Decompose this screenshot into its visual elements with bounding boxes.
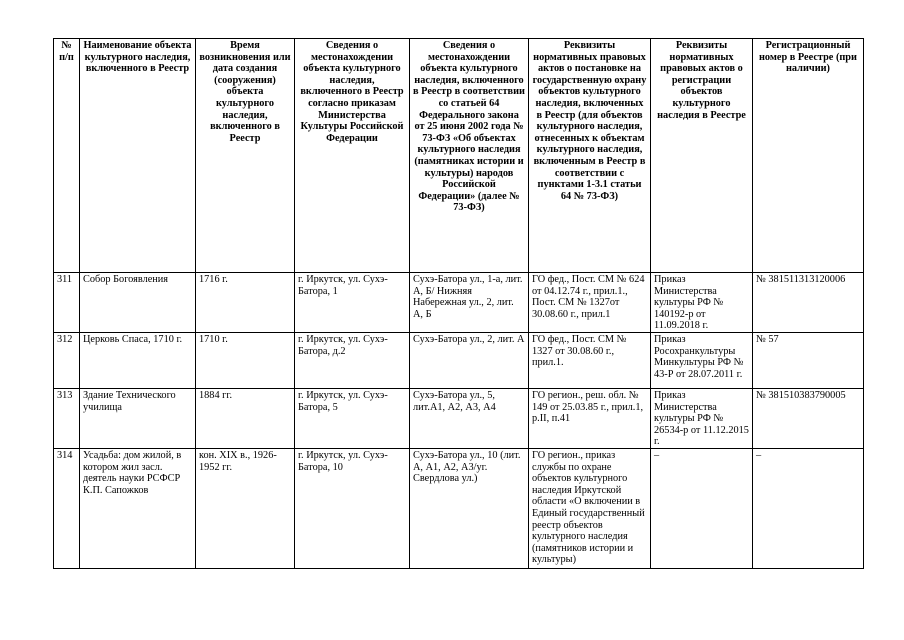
cell-registry-number: № 381510383790005: [753, 388, 864, 448]
cell-name: Собор Богоявления: [80, 273, 196, 333]
cell-number: 312: [54, 332, 80, 388]
cell-name: Усадьба: дом жилой, в котором жил засл. деятель науки РСФСР К.П. Сапожков: [80, 448, 196, 568]
header-location-law: Сведения о местонахождении объекта культурного наследия, включенного в Реестр в соответствии со статьей 64 Федерального закона от 25 июня 2002 года № 73-ФЗ «Об объектах культурного наследия (памятниках истории и культуры) народов Российской Федерации» (далее № 73-ФЗ): [410, 39, 529, 273]
cell-number: 314: [54, 448, 80, 568]
cell-number: 311: [54, 273, 80, 333]
header-registration-acts: Реквизиты нормативных правовых актов о регистрации объектов культурного наследия в Реестре: [651, 39, 753, 273]
cell-protection-acts: ГО фед., Пост. СМ № 1327 от 30.08.60 г., прил.1.: [529, 332, 651, 388]
header-location-order: Сведения о местонахождении объекта культурного наследия, включенного в Реестр согласно приказам Министерства Культуры Российской Федерации: [295, 39, 410, 273]
cell-location-law: Сухэ-Батора ул., 5, лит.А1, А2, А3, А4: [410, 388, 529, 448]
cell-registry-number: № 381511313120006: [753, 273, 864, 333]
header-registry-number: Регистрационный номер в Реестре (при наличии): [753, 39, 864, 273]
cell-registration-acts: –: [651, 448, 753, 568]
cell-location-order: г. Иркутск, ул. Сухэ-Батора, д.2: [295, 332, 410, 388]
document-page: [53, 38, 863, 569]
cell-protection-acts: ГО регион., приказ службы по охране объектов культурного наследия Иркутской области «О включении в Единый государственный реестр объектов культурного наследия (памятников истории и культуры): [529, 448, 651, 568]
cell-protection-acts: ГО регион., реш. обл. № 149 от 25.03.85 г., прил.1, р.II, п.41: [529, 388, 651, 448]
cell-location-law: Сухэ-Батора ул., 2, лит. А: [410, 332, 529, 388]
table-row: [54, 332, 864, 388]
cell-number: 313: [54, 388, 80, 448]
cell-registration-acts: Приказ Министерства культуры РФ № 140192-р от 11.09.2018 г.: [651, 273, 753, 333]
table-row: [54, 388, 864, 448]
cell-location-order: г. Иркутск, ул. Сухэ-Батора, 5: [295, 388, 410, 448]
header-number: № п/п: [54, 39, 80, 273]
header-protection-acts: Реквизиты нормативных правовых актов о постановке на государственную охрану объектов культурного наследия, включенных в Реестр (для объектов культурного наследия, отнесенных к объектам культурного наследия, включенным в Реестр в соответствии с пунктами 1-3.1 статьи 64 № 73-ФЗ): [529, 39, 651, 273]
cell-registration-acts: Приказ Росохранкультуры Минкультуры РФ № 43-Р от 28.07.2011 г.: [651, 332, 753, 388]
cell-date: 1716 г.: [196, 273, 295, 333]
cell-registry-number: № 57: [753, 332, 864, 388]
cell-location-order: г. Иркутск, ул. Сухэ-Батора, 1: [295, 273, 410, 333]
cell-registry-number: –: [753, 448, 864, 568]
cell-location-law: Сухэ-Батора ул., 1-а, лит. А, Б/ Нижняя Набережная ул., 2, лит. А, Б: [410, 273, 529, 333]
header-date: Время возникновения или дата создания (сооружения) объекта культурного наследия, включенного в Реестр: [196, 39, 295, 273]
cell-date: 1884 гг.: [196, 388, 295, 448]
cell-registration-acts: Приказ Министерства культуры РФ № 26534-р от 11.12.2015 г.: [651, 388, 753, 448]
heritage-registry-table: [53, 38, 864, 569]
cell-location-order: г. Иркутск, ул. Сухэ-Батора, 10: [295, 448, 410, 568]
cell-date: кон. XIX в., 1926-1952 гг.: [196, 448, 295, 568]
cell-date: 1710 г.: [196, 332, 295, 388]
cell-location-law: Сухэ-Батора ул., 10 (лит. А, А1, А2, А3/уг. Свердлова ул.): [410, 448, 529, 568]
cell-protection-acts: ГО фед., Пост. СМ № 624 от 04.12.74 г., прил.1., Пост. СМ № 1327от 30.08.60 г., прил.1: [529, 273, 651, 333]
cell-name: Здание Технического училища: [80, 388, 196, 448]
cell-name: Церковь Спаса, 1710 г.: [80, 332, 196, 388]
table-row: [54, 273, 864, 333]
table-row: [54, 448, 864, 568]
table-header-row: [54, 39, 864, 273]
header-name: Наименование объекта культурного наследия, включенного в Реестр: [80, 39, 196, 273]
